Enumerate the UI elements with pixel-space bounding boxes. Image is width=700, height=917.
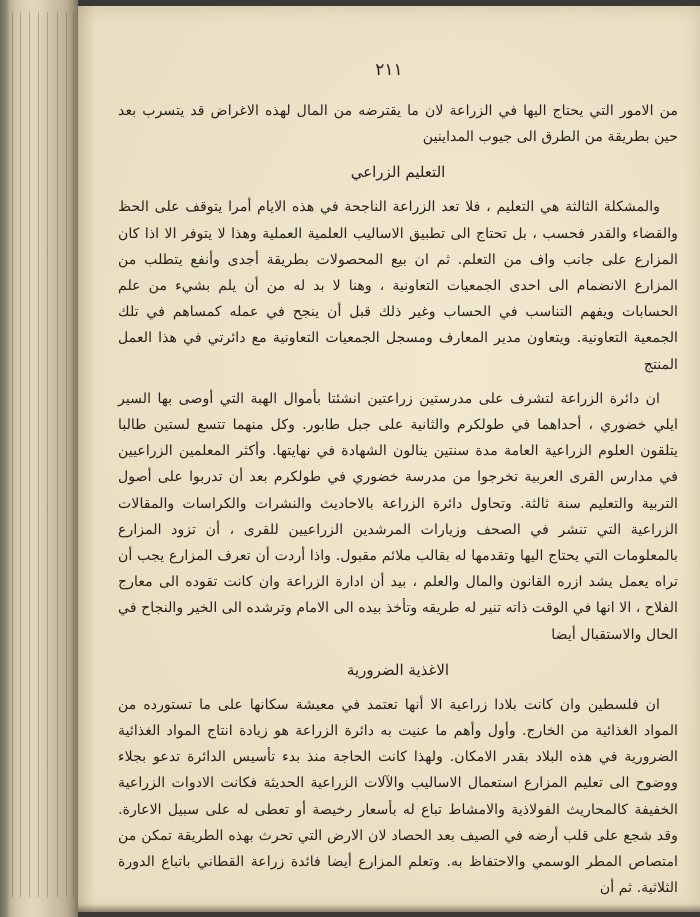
intro-paragraph: من الامور التي يحتاج اليها في الزراعة لان ما يقترضه من المال لهذه الاغراض قد يتسرب بعد حين بطريقة من الطرق الى جيوب المداينين xyxy=(118,103,678,146)
paragraph: ان دائرة الزراعة لتشرف على مدرستين زراعتين انشئتا بأموال الهبة التي أوصى بها السير ايلي خضوري ، أحداهما في طولكرم والثانية على جبل طابور. وكل منهما تتسع لستين طالبا يتلقون العلوم الزراعية العامة مدة سنتين ينالون الشهادة في نهايتها. وأكثر المعلمين الزراعيين في مدارس القرى العربية تخرجوا من مدرسة خضوري في طولكرم بعد أن تدربوا على أصول التربية والتعليم سنة ثالثة. وتحاول دائرة الزراعة بالاحاديث والنشرات والكراسات والمقالات الزراعية التي تنشر في الصحف وزيارات المرشدين الزراعيين للقرى ، أن تزود المزارع بالمعلومات التي يحتاج اليها وتقدمها له بقالب ملائم مقبول. واذا أردت أن تعرف المزارع يجب أن تراه يعمل يشد ازره القانون والمال والعلم ، بيد أن ادارة الزراعة وان كانت تقوده الى معارج الفلاح ، الا انها في الوقت ذاته تنير له طريقه وتأخذ بيده الى الامام وترشده الى الخير والنجاح في الحال والاستقبال أيضا xyxy=(118,390,678,643)
section-heading-essential-foods: الاغذية الضرورية xyxy=(346,660,450,679)
page-edge xyxy=(73,12,74,897)
page-number: ٢١١ xyxy=(375,60,403,80)
page-edge xyxy=(38,12,39,897)
page-edge xyxy=(29,12,30,897)
page-sheet xyxy=(78,6,700,912)
paragraph: ان فلسطين وان كانت بلادا زراعية الا أنها تعتمد في معيشة سكانها على ما تستورده من المواد الغذائية من الخارج. وأول وأهم ما عنيت به دائرة الزراعة هو زيادة انتاج المواد الغذائية الضرورية في هذه البلاد بقدر الامكان. ولهذا كانت الحاجة منذ بدء تأسيس الدائرة تدعو بجلاء ووضوح الى تعليم المزارع استعمال الاساليب والآلات الزراعية الحديثة فكانت الادوات الزراعية الخفيفة كالمحاريث الفولاذية والامشاط تباع له بأسعار رخيصة أو تعطى له على سبيل الاعارة. وقد شجع على قلب أرضه في الصيف بعد الحصاد لان الارض التي تحرث بهذه الطريقة تمكن من امتصاص المطر الوسمي والاحتفاظ به. وتعلم المزارع أيضا فائدة زراعة القطاني باتباع الدورة الثلاثية. ثم أن xyxy=(118,696,678,897)
book-binding xyxy=(0,0,78,917)
page-edge xyxy=(12,12,13,897)
section-heading-agricultural-education: التعليم الزراعي xyxy=(350,163,446,182)
paragraph: والمشكلة الثالثة هي التعليم ، فلا تعد الزراعة الناجحة في هذه الايام أمرا يتوقف على الحظ والقضاء والقدر فحسب ، بل تحتاج الى تطبيق الاساليب العلمية العملية وهذا لا يتوفر الا اذا كان المزارع على جانب واف من التعلم. ثم ان بيع المحصولات بطريقة أجدى وأنفع يتطلب من المزارع الانضمام الى احدى الجمعيات التعاونية ، وهنا لا بد له من أن يلم بشيء من علم الحسابات ويفهم التناسب في الحساب وغير ذلك قبل أن ينجح في عمله كمساهم في تلك الجمعية التعاونية. ويتعاون مدير المعارف ومسجل الجمعيات التعاونية مع دائرتي في هذا العمل المنتج xyxy=(118,199,678,373)
page-edge xyxy=(20,12,21,897)
page-edge xyxy=(66,12,67,897)
page-bottom-shadow xyxy=(78,904,700,912)
body-text xyxy=(118,98,678,909)
page-edge xyxy=(57,12,58,897)
page-edge xyxy=(47,12,48,897)
